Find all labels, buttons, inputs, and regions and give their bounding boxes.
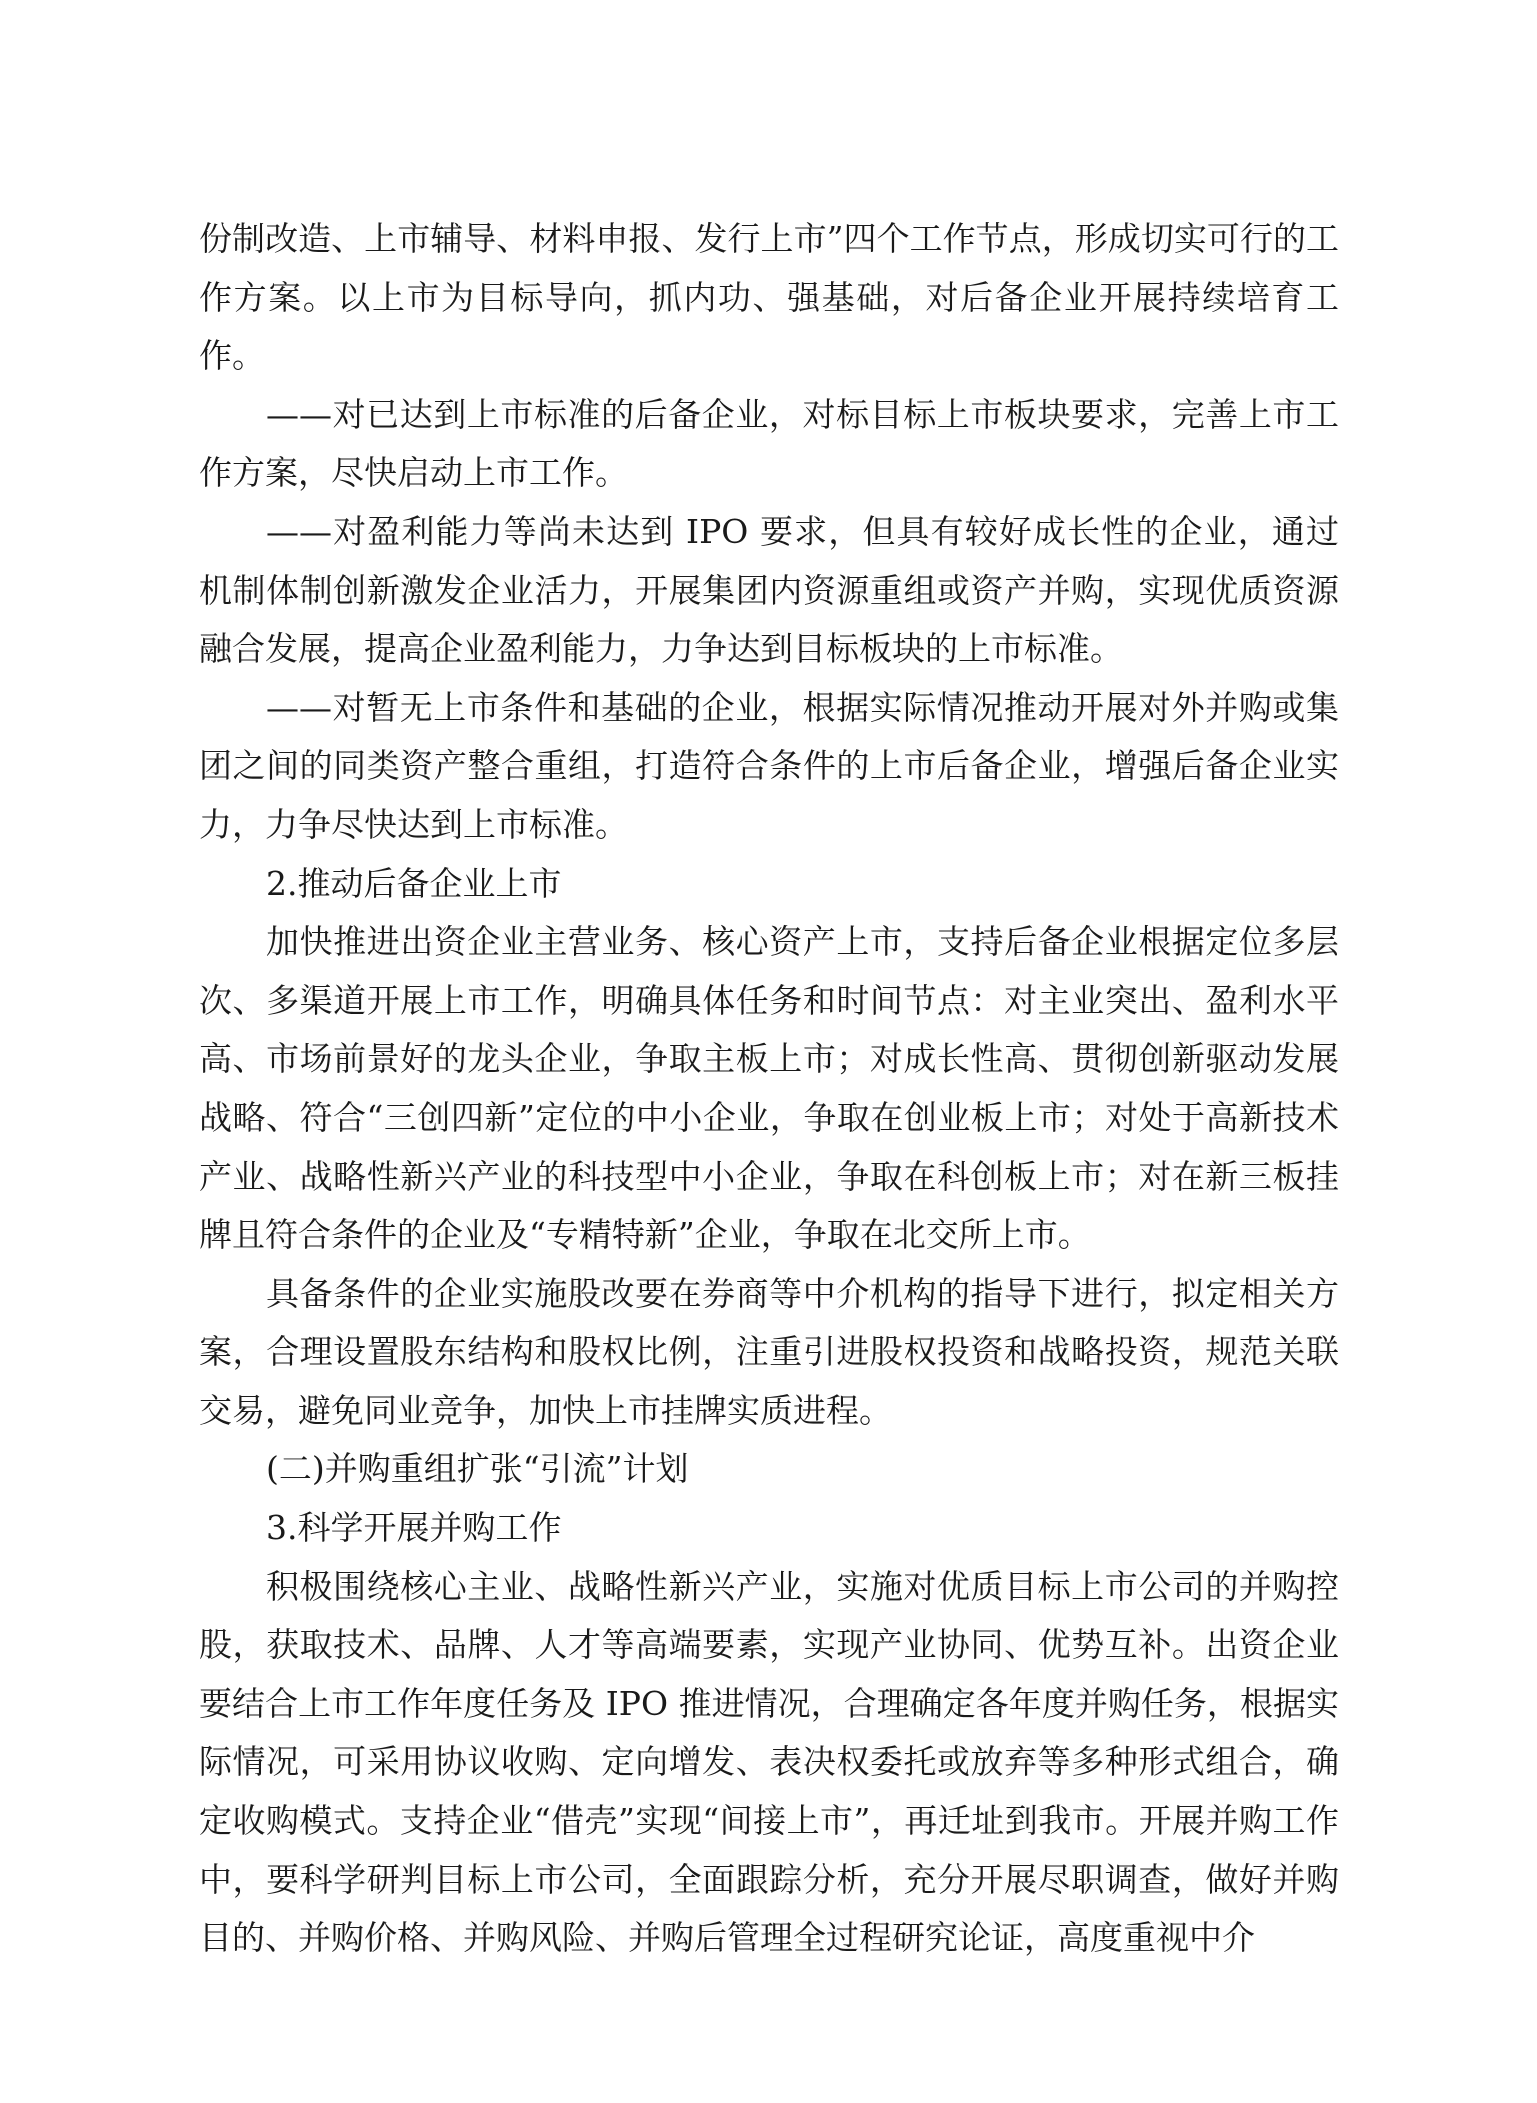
paragraph-shareholding-reform: 具备条件的企业实施股改要在券商等中介机构的指导下进行，拟定相关方案，合理设置股东结构和股权比例，注重引进股权投资和战略投资，规范关联交易，避免同业竞争，加快上市挂牌实质进程。 bbox=[199, 1273, 1339, 1430]
section-heading-ii: (二)并购重组扩张“引流”计划 bbox=[266, 1449, 689, 1489]
paragraph-listing-plan: 加快推进出资企业主营业务、核心资产上市，支持后备企业根据定位多层次、多渠道开展上市工作，明确具体任务和时间节点：对主业突出、盈利水平高、市场前景好的龙头企业，争取主板上市；对成长性高、贯彻创新驱动发展战略、符合“三创四新”定位的中小企业，争取在创业板上市；对处于高新技术产业、战略性新兴产业的科技型中小企业，争取在科创板上市；对在新三板挂牌且符合条件的企业及“专精特新”企业，争取在北交所上市。 bbox=[199, 922, 1339, 1255]
paragraph-merger-work: 积极围绕核心主业、战略性新兴产业，实施对优质目标上市公司的并购控股，获取技术、品牌、人才等高端要素，实现产业协同、优势互补。出资企业要结合上市工作年度任务及 IPO 推进情况，合理确定各年度并购任务，根据实际情况，可采用协议收购、定向增发、表决权委托或放弃等多种形式组合，确定收购模式。支持企业“借壳”实现“间接上市”，再迁址到我市。开展并购工作中，要科学研判目标上市公司，全面跟踪分析，充分开展尽职调查，做好并购目的、并购价格、并购风险、并购后管理全过程研究论证，高度重视中介 bbox=[199, 1566, 1339, 1958]
paragraph-continuation: 份制改造、上市辅导、材料申报、发行上市”四个工作节点，形成切实可行的工作方案。以上市为目标导向，抓内功、强基础，对后备企业开展持续培育工作。 bbox=[199, 219, 1339, 376]
section-heading-2: 2.推动后备企业上市 bbox=[266, 863, 562, 903]
paragraph-bullet-growth: ——对盈利能力等尚未达到 IPO 要求，但具有较好成长性的企业，通过机制体制创新激发企业活力，开展集团内资源重组或资产并购，实现优质资源融合发展，提高企业盈利能力，力争达到目标板块的上市标准。 bbox=[199, 511, 1339, 669]
paragraph-bullet-no-conditions: ——对暂无上市条件和基础的企业，根据实际情况推动开展对外并购或集团之间的同类资产整合重组，打造符合条件的上市后备企业，增强后备企业实力，力争尽快达到上市标准。 bbox=[199, 687, 1339, 844]
paragraph-bullet-ready: ——对已达到上市标准的后备企业，对标目标上市板块要求，完善上市工作方案，尽快启动上市工作。 bbox=[199, 394, 1339, 493]
section-heading-3: 3.科学开展并购工作 bbox=[266, 1508, 562, 1548]
document-body bbox=[199, 210, 1339, 1968]
